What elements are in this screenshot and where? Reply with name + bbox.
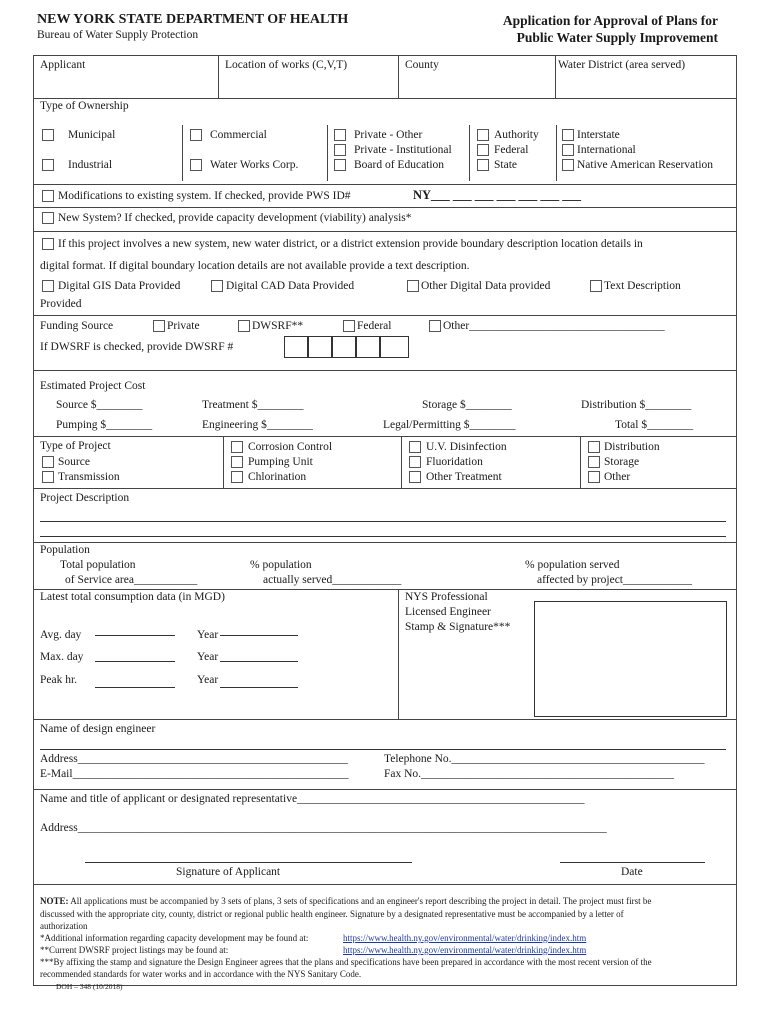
- other-funding-checkbox[interactable]: [429, 320, 441, 332]
- treatment-cost-field[interactable]: Treatment $________: [202, 399, 304, 411]
- uv-label: U.V. Disinfection: [426, 441, 507, 453]
- location-label: Location of works (C,V,T): [225, 59, 348, 71]
- water-district-label: Water District (area served): [558, 59, 686, 71]
- water-works-checkbox[interactable]: [190, 159, 202, 171]
- dwsrf-digit-4[interactable]: [356, 336, 380, 358]
- pws-id-field[interactable]: NY___ ___ ___ ___ ___ ___ ___: [413, 188, 582, 202]
- interstate-label: Interstate: [577, 129, 620, 141]
- boundary-text-2: digital format. If digital boundary location details are not available provide a text description.: [40, 260, 470, 272]
- uv-checkbox[interactable]: [409, 441, 421, 453]
- dwsrf-digit-3[interactable]: [332, 336, 356, 358]
- private-institutional-label: Private - Institutional: [354, 144, 452, 156]
- bureau-name: Bureau of Water Supply Protection: [37, 29, 199, 41]
- text-description-checkbox[interactable]: [590, 280, 602, 292]
- international-checkbox[interactable]: [562, 144, 574, 156]
- funding-source-label: Funding Source: [40, 320, 114, 332]
- chlorination-label: Chlorination: [248, 471, 307, 483]
- dwsrf-digit-2[interactable]: [308, 336, 332, 358]
- applicant-rep-name-field[interactable]: Name and title of applicant or designated representative__________________________________________________: [40, 793, 585, 805]
- peak-hr-label: Peak hr.: [40, 674, 78, 686]
- note-label: NOTE:: [40, 896, 69, 906]
- max-day-field[interactable]: [95, 661, 175, 662]
- private-funding-label: Private: [167, 320, 200, 332]
- international-label: International: [577, 144, 636, 156]
- private-other-label: Private - Other: [354, 129, 423, 141]
- footnote-3-line-2: recommended standards for water works and in accordance with the NYS Sanitary Code.: [40, 969, 362, 979]
- dwsrf-digit-1[interactable]: [284, 336, 308, 358]
- engineer-telephone-field[interactable]: Telephone No.____________________________________________: [384, 753, 705, 765]
- stamp-label-2: Licensed Engineer: [405, 606, 491, 618]
- source-type-checkbox[interactable]: [42, 456, 54, 468]
- description-line-1[interactable]: [40, 521, 726, 522]
- applicant-signature-field[interactable]: [85, 862, 412, 863]
- pumping-cost-field[interactable]: Pumping $________: [56, 419, 153, 431]
- description-line-2[interactable]: [40, 536, 726, 537]
- source-cost-field[interactable]: Source $________: [56, 399, 143, 411]
- engineer-stamp-box[interactable]: [534, 601, 727, 717]
- stamp-label-3: Stamp & Signature***: [405, 621, 511, 633]
- corrosion-control-label: Corrosion Control: [248, 441, 333, 453]
- dwsrf-checkbox[interactable]: [238, 320, 250, 332]
- footnote-3: ***By affixing the stamp and signature the Design Engineer agrees that the plans and specifications have been prepared in accordance with the most recent version of the: [40, 957, 652, 967]
- max-year-field[interactable]: [220, 661, 298, 662]
- distribution-type-label: Distribution: [604, 441, 660, 453]
- authority-checkbox[interactable]: [477, 129, 489, 141]
- peak-year-field[interactable]: [220, 687, 298, 688]
- industrial-label: Industrial: [68, 159, 113, 171]
- other-type-checkbox[interactable]: [588, 471, 600, 483]
- other-digital-checkbox[interactable]: [407, 280, 419, 292]
- state-checkbox[interactable]: [477, 159, 489, 171]
- new-system-checkbox[interactable]: [42, 212, 54, 224]
- board-of-education-label: Board of Education: [354, 159, 445, 171]
- project-type-label: Type of Project: [40, 440, 111, 452]
- pumping-unit-checkbox[interactable]: [231, 456, 243, 468]
- storage-cost-field[interactable]: Storage $________: [422, 399, 512, 411]
- storage-type-checkbox[interactable]: [588, 456, 600, 468]
- form-id: DOH – 348 (10/2018): [56, 982, 123, 991]
- interstate-checkbox[interactable]: [562, 129, 574, 141]
- avg-day-field[interactable]: [95, 635, 175, 636]
- private-institutional-checkbox[interactable]: [334, 144, 346, 156]
- boundary-text-1: If this project involves a new system, new water district, or a district extension provide boundary description location details in: [58, 238, 643, 250]
- federal-funding-label: Federal: [357, 320, 392, 332]
- signature-label: Signature of Applicant: [176, 866, 281, 878]
- dwsrf-listings-link[interactable]: https://www.health.ny.gov/environmental/water/drinking/index.htm: [343, 945, 587, 955]
- total-population-label: Total population: [60, 559, 136, 571]
- design-engineer-name-field[interactable]: [40, 749, 726, 750]
- peak-hr-field[interactable]: [95, 687, 175, 688]
- dwsrf-digit-5[interactable]: [380, 336, 409, 358]
- pct-population-label: % population: [250, 559, 312, 571]
- federal-funding-checkbox[interactable]: [343, 320, 355, 332]
- pct-served-label: % population served: [525, 559, 620, 571]
- other-digital-label: Other Digital Data provided: [421, 280, 551, 292]
- population-label: Population: [40, 544, 90, 556]
- avg-day-label: Avg. day: [40, 629, 82, 641]
- commercial-label: Commercial: [210, 129, 267, 141]
- board-of-education-checkbox[interactable]: [334, 159, 346, 171]
- service-area-field[interactable]: of Service area___________: [65, 574, 198, 586]
- agency-name: NEW YORK STATE DEPARTMENT OF HEALTH: [37, 12, 349, 27]
- estimated-cost-label: Estimated Project Cost: [40, 380, 146, 392]
- federal-ownership-checkbox[interactable]: [477, 144, 489, 156]
- date-label: Date: [621, 866, 643, 878]
- stamp-label-1: NYS Professional: [405, 591, 488, 603]
- peak-year-label: Year: [197, 674, 219, 686]
- gis-checkbox[interactable]: [42, 280, 54, 292]
- capacity-development-link[interactable]: https://www.health.ny.gov/environmental/water/drinking/index.htm: [343, 933, 587, 943]
- total-cost-field[interactable]: Total $________: [615, 419, 694, 431]
- max-year-label: Year: [197, 651, 219, 663]
- native-american-label: Native American Reservation: [577, 159, 714, 171]
- project-description-label: Project Description: [40, 492, 130, 504]
- ownership-label: Type of Ownership: [40, 100, 129, 112]
- modifications-checkbox[interactable]: [42, 190, 54, 202]
- municipal-label: Municipal: [68, 129, 116, 141]
- dwsrf-label: DWSRF**: [252, 320, 304, 332]
- industrial-checkbox[interactable]: [42, 159, 54, 171]
- other-funding-field[interactable]: Other__________________________________: [443, 320, 665, 332]
- text-description-label: Text Description: [604, 280, 681, 292]
- footnote-2: **Current DWSRF project listings may be found at:: [40, 945, 229, 955]
- note-line-3: authorization: [40, 921, 88, 931]
- actually-served-field[interactable]: actually served____________: [263, 574, 402, 586]
- note-text: All applications must be accompanied by 3 sets of plans, 3 sets of specifications and an engineer's report describing the project in detail. The project must first be: [68, 896, 652, 906]
- note-line-1: [40, 896, 651, 906]
- gis-label: Digital GIS Data Provided: [58, 280, 181, 292]
- dwsrf-number-label: If DWSRF is checked, provide DWSRF #: [40, 341, 234, 353]
- form-title-line2: Public Water Supply Improvement: [516, 30, 718, 45]
- private-other-checkbox[interactable]: [334, 129, 346, 141]
- other-treatment-label: Other Treatment: [426, 471, 502, 483]
- form-title-line1: Application for Approval of Plans for: [502, 13, 718, 28]
- chlorination-checkbox[interactable]: [231, 471, 243, 483]
- avg-year-label: Year: [197, 629, 219, 641]
- max-day-label: Max. day: [40, 651, 84, 663]
- native-american-checkbox[interactable]: [562, 159, 574, 171]
- engineer-fax-field[interactable]: Fax No.____________________________________________: [384, 768, 675, 780]
- municipal-checkbox[interactable]: [42, 129, 54, 141]
- county-label: County: [405, 59, 439, 71]
- cad-checkbox[interactable]: [211, 280, 223, 292]
- fluoridation-label: Fluoridation: [426, 456, 483, 468]
- other-type-label: Other: [604, 471, 631, 483]
- water-works-label: Water Works Corp.: [210, 159, 299, 171]
- state-label: State: [494, 159, 517, 171]
- affected-by-project-field[interactable]: affected by project____________: [537, 574, 692, 586]
- source-type-label: Source: [58, 456, 90, 468]
- commercial-checkbox[interactable]: [190, 129, 202, 141]
- boundary-checkbox[interactable]: [42, 238, 54, 250]
- provided-label: Provided: [40, 298, 82, 310]
- distribution-cost-field[interactable]: Distribution $________: [581, 399, 692, 411]
- transmission-label: Transmission: [58, 471, 120, 483]
- modifications-label: Modifications to existing system. If checked, provide PWS ID#: [58, 190, 351, 202]
- legal-cost-field[interactable]: Legal/Permitting $________: [383, 419, 516, 431]
- corrosion-control-checkbox[interactable]: [231, 441, 243, 453]
- applicant-label: Applicant: [40, 59, 86, 71]
- consumption-label: Latest total consumption data (in MGD): [40, 591, 225, 603]
- engineering-cost-field[interactable]: Engineering $________: [202, 419, 313, 431]
- note-line-2: discussed with the appropriate city, county, district or regional public health engineer. Signature by a designated representative must be accompanied by a letter of: [40, 909, 624, 919]
- federal-ownership-label: Federal: [494, 144, 529, 156]
- engineer-address-field[interactable]: Address_______________________________________________: [40, 753, 348, 765]
- new-system-label: New System? If checked, provide capacity development (viability) analysis*: [58, 212, 412, 224]
- design-engineer-label: Name of design engineer: [40, 723, 156, 735]
- engineer-email-field[interactable]: E-Mail________________________________________________: [40, 768, 349, 780]
- other-treatment-checkbox[interactable]: [409, 471, 421, 483]
- avg-year-field[interactable]: [220, 635, 298, 636]
- date-field[interactable]: [560, 862, 705, 863]
- footnote-1: *Additional information regarding capacity development may be found at:: [40, 933, 309, 943]
- cad-label: Digital CAD Data Provided: [226, 280, 355, 292]
- authority-label: Authority: [494, 129, 539, 141]
- pumping-unit-label: Pumping Unit: [248, 456, 313, 468]
- private-funding-checkbox[interactable]: [153, 320, 165, 332]
- storage-type-label: Storage: [604, 456, 640, 468]
- distribution-type-checkbox[interactable]: [588, 441, 600, 453]
- fluoridation-checkbox[interactable]: [409, 456, 421, 468]
- transmission-checkbox[interactable]: [42, 471, 54, 483]
- applicant-rep-address-field[interactable]: Address____________________________________________________________________________________________: [40, 822, 607, 834]
